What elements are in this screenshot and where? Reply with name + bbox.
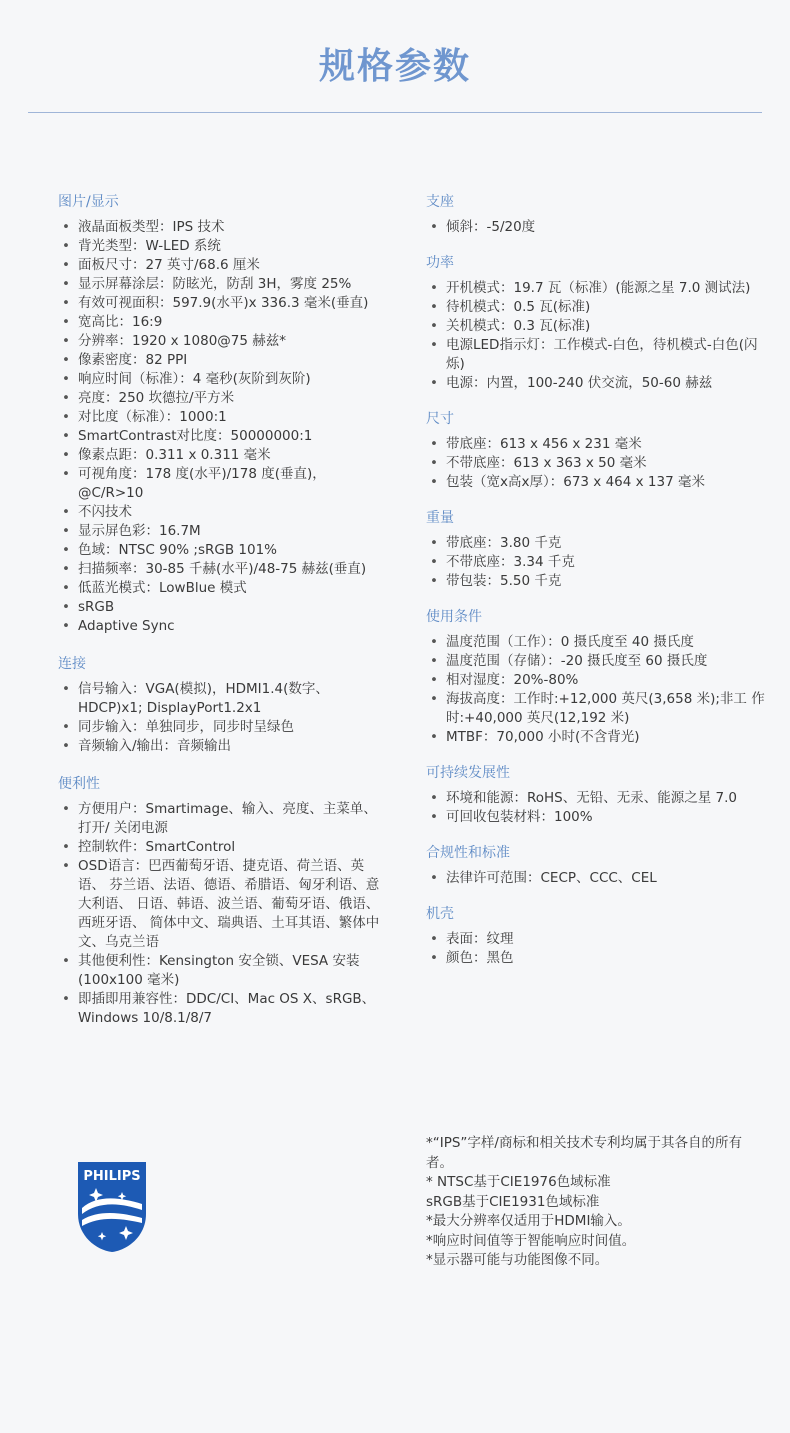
section-title: 使用条件	[426, 609, 482, 625]
spec-item: • Adaptive Sync	[58, 617, 388, 636]
section-title: 可持续发展性	[426, 765, 510, 781]
spec-list	[426, 930, 766, 968]
spec-item: • 即插即用兼容性：DDC/CI、Mac OS X、sRGB、Windows 10/8.1/8/7	[58, 990, 388, 1028]
section-title: 支座	[426, 194, 454, 210]
footnotes	[426, 1134, 766, 1271]
spec-item: • 宽高比：16:9	[58, 313, 388, 332]
spec-section	[426, 607, 766, 747]
spec-item: • 法律许可范围：CECP、CCC、CEL	[426, 869, 766, 888]
section-title: 重量	[426, 510, 454, 526]
spec-section	[426, 253, 766, 393]
spec-list	[58, 680, 388, 756]
section-title: 便利性	[58, 776, 100, 792]
spec-item: • 相对湿度：20%-80%	[426, 671, 766, 690]
section-title: 图片/显示	[58, 194, 119, 210]
footnote-line: sRGB基于CIE1931色域标准	[426, 1193, 600, 1210]
spec-item: • 电源LED指示灯：工作模式-白色，待机模式-白色(闪 烁)	[426, 336, 766, 374]
spec-item: • 对比度（标准）：1000:1	[58, 408, 388, 427]
spec-section	[426, 904, 766, 968]
spec-item: • 倾斜：-5/20度	[426, 218, 766, 237]
spec-item: • 海拔高度：工作时:+12,000 英尺(3,658 米);非工 作时:+40,000 英尺(12,192 米)	[426, 690, 766, 728]
spec-section	[58, 654, 388, 756]
spec-section	[426, 508, 766, 591]
spec-list	[426, 633, 766, 747]
spec-list	[426, 279, 766, 393]
spec-section	[426, 763, 766, 827]
footnote-line: * NTSC基于CIE1976色域标准	[426, 1174, 611, 1190]
spec-item: • 环境和能源：RoHS、无铅、无汞、能源之星 7.0	[426, 789, 766, 808]
logo-brand: PHILIPS	[83, 1169, 141, 1184]
spec-item: • 方便用户：Smartimage、输入、亮度、主菜单、打开/ 关闭电源	[58, 800, 388, 838]
spec-item: • 色域：NTSC 90% ;sRGB 101%	[58, 541, 388, 560]
spec-section	[58, 774, 388, 1028]
footnote-line: *“IPS”字样/商标和相关技术专利均属于其各自的所有者。	[426, 1135, 742, 1171]
footnote-line: *显示器可能与功能图像不同。	[426, 1252, 609, 1268]
spec-item: • 不带底座：613 x 363 x 50 毫米	[426, 454, 766, 473]
spec-section	[426, 843, 766, 888]
spec-item: • 有效可视面积：597.9(水平)x 336.3 毫米(垂直)	[58, 294, 388, 313]
spec-section	[426, 409, 766, 492]
philips-shield-icon	[76, 1158, 148, 1254]
spec-section	[58, 192, 388, 636]
spec-item: • 表面：纹理	[426, 930, 766, 949]
spec-item: • 其他便利性：Kensington 安全锁、VESA 安装(100x100 毫米)	[58, 952, 388, 990]
spec-item: • 关机模式：0.3 瓦(标准)	[426, 317, 766, 336]
spec-item: • 低蓝光模式：LowBlue 模式	[58, 579, 388, 598]
footnote-line: *最大分辨率仅适用于HDMI输入。	[426, 1213, 631, 1229]
footnote-line: *响应时间值等于智能响应时间值。	[426, 1232, 636, 1249]
spec-item: • 待机模式：0.5 瓦(标准)	[426, 298, 766, 317]
spec-item: • 电源：内置，100-240 伏交流，50-60 赫兹	[426, 374, 766, 393]
spec-item: • 背光类型：W-LED 系统	[58, 237, 388, 256]
spec-item: • 不带底座：3.34 千克	[426, 553, 766, 572]
spec-list	[426, 789, 766, 827]
spec-item: • 可视角度：178 度(水平)/178 度(垂直)，@C/R>10	[58, 465, 388, 503]
spec-item: • 像素点距：0.311 x 0.311 毫米	[58, 446, 388, 465]
spec-item: • 温度范围（存储）：-20 摄氏度至 60 摄氏度	[426, 652, 766, 671]
spec-item: • 带底座：613 x 456 x 231 毫米	[426, 435, 766, 454]
spec-item: • 同步输入：单独同步，同步时呈绿色	[58, 718, 388, 737]
spec-item: • 显示屏色彩：16.7M	[58, 522, 388, 541]
spec-item: • 带底座：3.80 千克	[426, 534, 766, 553]
spec-item: • SmartContrast对比度：50000000:1	[58, 427, 388, 446]
right-column	[426, 192, 766, 984]
spec-list	[426, 534, 766, 591]
spec-item: • 像素密度：82 PPI	[58, 351, 388, 370]
section-title: 尺寸	[426, 411, 454, 427]
spec-item: • 可回收包装材料：100%	[426, 808, 766, 827]
spec-item: • 分辨率：1920 x 1080@75 赫兹*	[58, 332, 388, 351]
spec-item: • 响应时间（标准）：4 毫秒(灰阶到灰阶)	[58, 370, 388, 389]
spec-item: • 不闪技术	[58, 503, 388, 522]
spec-item: • OSD语言：巴西葡萄牙语、捷克语、荷兰语、英语、 芬兰语、法语、德语、希腊语、匈牙利语、意大利语、 日语、韩语、波兰语、葡萄牙语、俄语、西班牙语、 简体中文、瑞典语、土耳其语、繁体中文、乌克兰语	[58, 857, 388, 952]
spec-section	[426, 192, 766, 237]
spec-item: • 温度范围（工作）：0 摄氏度至 40 摄氏度	[426, 633, 766, 652]
spec-list	[426, 218, 766, 237]
spec-item: • 信号输入：VGA(模拟)，HDMI1.4(数字、HDCP)x1; DisplayPort1.2x1	[58, 680, 388, 718]
spec-item: • MTBF：70,000 小时(不含背光)	[426, 728, 766, 747]
spec-item: • 扫描频率：30-85 千赫(水平)/48-75 赫兹(垂直)	[58, 560, 388, 579]
spec-item: • 音频输入/输出：音频输出	[58, 737, 388, 756]
spec-list	[58, 800, 388, 1028]
spec-item: • 液晶面板类型：IPS 技术	[58, 218, 388, 237]
section-title: 连接	[58, 656, 86, 672]
spec-item: • 控制软件：SmartControl	[58, 838, 388, 857]
section-title: 功率	[426, 255, 454, 271]
spec-item: • 显示屏幕涂层：防眩光，防刮 3H，雾度 25%	[58, 275, 388, 294]
spec-item: • 亮度：250 坎德拉/平方米	[58, 389, 388, 408]
spec-item: • 包装（宽x高x厚）：673 x 464 x 137 毫米	[426, 473, 766, 492]
spec-list	[426, 435, 766, 492]
section-title: 合规性和标准	[426, 845, 510, 861]
spec-item: • 开机模式：19.7 瓦（标准）(能源之星 7.0 测试法)	[426, 279, 766, 298]
spec-list	[426, 869, 766, 888]
spec-item: • 面板尺寸：27 英寸/68.6 厘米	[58, 256, 388, 275]
section-title: 机壳	[426, 906, 454, 922]
page-title: 规格参数	[318, 46, 471, 87]
spec-list	[58, 218, 388, 636]
title-divider	[28, 112, 762, 113]
left-column	[58, 192, 388, 1046]
spec-item: • 带包装：5.50 千克	[426, 572, 766, 591]
spec-item: • 颜色：黑色	[426, 949, 766, 968]
spec-item: • sRGB	[58, 598, 388, 617]
